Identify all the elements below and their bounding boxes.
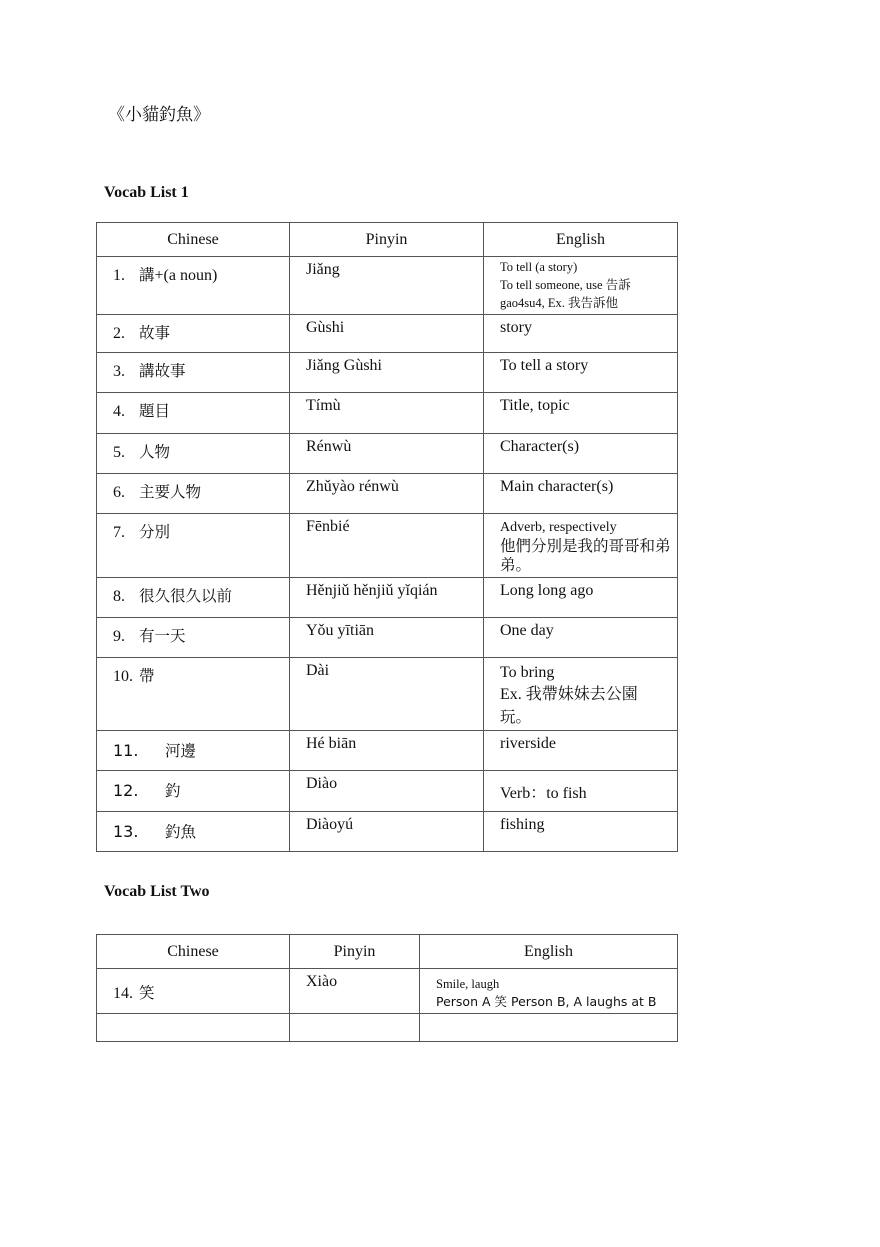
chinese-cell <box>97 1014 289 1020</box>
table-header-row <box>97 935 678 969</box>
table-row <box>97 257 678 315</box>
table-row <box>97 434 678 474</box>
pinyin-cell: Gùshi <box>306 319 345 336</box>
chinese-term: 有一天 <box>139 627 186 645</box>
row-number: 13. <box>113 822 139 841</box>
chinese-term: 帶 <box>139 667 155 685</box>
english-cell: riverside <box>500 735 556 752</box>
chinese-term: 主要人物 <box>139 483 202 501</box>
column-header-english: English <box>484 223 678 257</box>
chinese-term: 講故事 <box>139 362 186 380</box>
english-line: 玩。 <box>500 708 532 726</box>
chinese-term: 講 <box>139 266 155 284</box>
english-line: To tell someone, use 告訴 <box>500 278 631 292</box>
pinyin-cell: Rénwù <box>306 438 352 455</box>
pinyin-cell: Yǒu yītiān <box>306 622 374 639</box>
vocab-table-1 <box>96 222 678 852</box>
pinyin-cell: Jiǎng <box>306 261 340 278</box>
pinyin-cell: Hěnjiǔ hěnjiǔ yǐqián <box>306 582 438 599</box>
chinese-term: 釣 <box>165 782 181 800</box>
column-header-pinyin: Pinyin <box>290 935 420 969</box>
english-cell: Character(s) <box>500 438 580 455</box>
table-row <box>97 771 678 812</box>
pinyin-cell: Zhǔyào rénwù <box>306 478 399 495</box>
english-line: To bring <box>500 664 555 681</box>
english-line: Adverb, respectively <box>500 520 617 535</box>
chinese-term: 河邊 <box>165 742 197 760</box>
row-number: 5. <box>113 444 125 461</box>
pinyin-cell <box>290 1014 419 1020</box>
english-line: 弟。 <box>500 556 532 574</box>
chinese-term: 題目 <box>139 402 171 420</box>
table-row <box>97 1014 678 1042</box>
column-header-chinese: Chinese <box>97 223 290 257</box>
pinyin-cell: Dài <box>306 662 330 679</box>
row-number: 7. <box>113 524 125 541</box>
table-row <box>97 812 678 852</box>
pinyin-cell: Hé biān <box>306 735 357 752</box>
column-header-english: English <box>420 935 678 969</box>
english-line: To tell (a story) <box>500 260 578 274</box>
table-row <box>97 578 678 618</box>
chinese-term: 很久很久以前 <box>139 587 233 605</box>
row-number: 12. <box>113 781 139 800</box>
chinese-term: 笑 <box>139 984 155 1002</box>
english-cell: Main character(s) <box>500 478 614 495</box>
vocab-list-2-heading: Vocab List Two <box>104 883 210 900</box>
chinese-term: 釣魚 <box>165 823 197 841</box>
table-row <box>97 353 678 393</box>
document-title: 《小貓釣魚》 <box>108 105 210 124</box>
chinese-term: 人物 <box>139 443 171 461</box>
column-header-pinyin: Pinyin <box>290 223 484 257</box>
row-number: 9. <box>113 628 125 645</box>
table-row <box>97 315 678 353</box>
row-number: 3. <box>113 363 125 380</box>
table-row <box>97 618 678 658</box>
pinyin-cell: Xiào <box>306 973 338 990</box>
row-number: 11. <box>113 741 139 760</box>
row-number: 1. <box>113 267 125 284</box>
pinyin-cell: Diàoyú <box>306 816 354 833</box>
column-header-chinese: Chinese <box>97 935 290 969</box>
row-number: 8. <box>113 588 125 605</box>
row-number: 2. <box>113 325 125 342</box>
english-cell <box>420 1014 677 1020</box>
chinese-term: 故事 <box>139 324 171 342</box>
table-row <box>97 514 678 578</box>
row-number: 6. <box>113 484 125 501</box>
english-cell: Verb：to fish <box>500 785 587 802</box>
english-cell: To tell a story <box>500 357 589 374</box>
english-line: Smile, laugh <box>436 977 500 991</box>
english-cell: fishing <box>500 816 545 833</box>
english-cell: Title, topic <box>500 397 570 414</box>
english-cell: One day <box>500 622 554 639</box>
pinyin-cell: Diào <box>306 775 338 792</box>
vocab-list-1-heading: Vocab List 1 <box>104 184 189 201</box>
vocab-table-2 <box>96 934 678 1042</box>
table-row <box>97 658 678 731</box>
table-row <box>97 969 678 1014</box>
english-line: Ex. 我帶妹妹去公園 <box>500 686 638 703</box>
chinese-term: 分別 <box>139 523 171 541</box>
table-row <box>97 393 678 434</box>
pinyin-cell: Jiǎng Gùshi <box>306 357 382 374</box>
chinese-term-note: +(a noun) <box>154 267 218 284</box>
english-line: gao4su4, Ex. 我告訴他 <box>500 296 619 310</box>
row-number: 10. <box>113 668 133 685</box>
table-row <box>97 474 678 514</box>
row-number: 14. <box>113 985 133 1002</box>
row-number: 4. <box>113 403 125 420</box>
pinyin-cell: Fēnbié <box>306 518 350 535</box>
table-row <box>97 731 678 771</box>
english-line: 他們分別是我的哥哥和弟 <box>500 537 671 555</box>
pinyin-cell: Tímù <box>306 397 341 414</box>
english-cell: story <box>500 319 532 336</box>
english-cell: Long long ago <box>500 582 594 599</box>
english-line: Person A 笑 Person B, A laughs at B <box>436 994 657 1009</box>
table-header-row <box>97 223 678 257</box>
